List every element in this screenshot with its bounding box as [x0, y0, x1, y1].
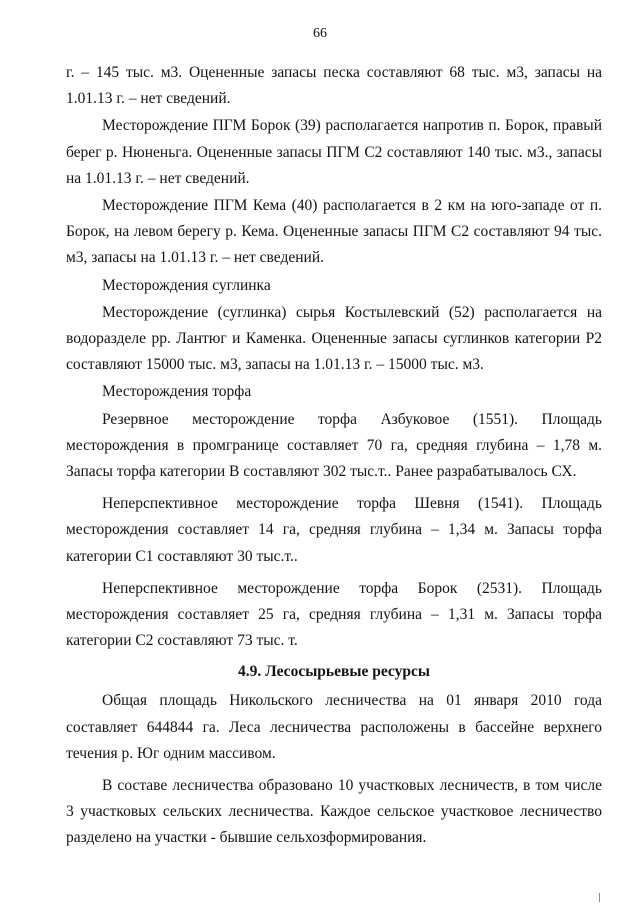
- paragraph-sand-reserves: г. – 145 тыс. м3. Оцененные запасы песка составляют 68 тыс. м3, запасы на 1.01.13 г. – нет сведений.: [66, 64, 602, 108]
- paragraph-forestry-structure: В составе лесничества образовано 10 участковых лесничеств, в том числе 3 участковых сельских лесничества. Каждое сельское участковое лесничество разделено на участки - бывшие сельхозформирования.: [66, 777, 602, 847]
- subheading-loam-deposits: Месторождения суглинка: [102, 276, 271, 294]
- paragraph-kema-deposit: Месторождение ПГМ Кема (40) располагается в 2 км на юго-западе от п. Борок, на левом берегу р. Кема. Оцененные запасы ПГМ С2 составляют 94 тыс. м3, запасы на 1.01.13 г. – нет сведений.: [66, 197, 602, 267]
- section-heading-forest-resources: 4.9. Лесосырьевые ресурсы: [238, 663, 430, 681]
- scan-edge-mark: [599, 893, 600, 902]
- paragraph-shevnya-peat: Неперспективное месторождение торфа Шевня (1541). Площадь месторождения составляет 14 га, средняя глубина – 1,34 м. Запасы торфа категории С1 составляют 30 тыс.т..: [66, 495, 602, 565]
- paragraph-kostylevsky-deposit: Месторождение (суглинка) сырья Костылевский (52) располагается на водоразделе рр. Лантюг и Каменка. Оцененные запасы суглинков категории Р2 составляют 15000 тыс. м3, запасы на 1.01.13 г. – 15000 тыс. м3.: [66, 303, 602, 374]
- paragraph-borok-deposit: Месторождение ПГМ Борок (39) располагается напротив п. Борок, правый берег р. Нюненьга. Оцененные запасы ПГМ С2 составляют 140 тыс. м3., запасы на 1.01.13 г. – нет сведений.: [66, 117, 602, 187]
- page-number: 66: [313, 26, 327, 41]
- paragraph-borok-peat: Неперспективное месторождение торфа Борок (2531). Площадь месторождения составляет 25 га, средняя глубина – 1,31 м. Запасы торфа категории С2 составляют 73 тыс. т.: [66, 579, 602, 650]
- paragraph-azbukovoe-peat: Резервное месторождение торфа Азбуковое (1551). Площадь месторождения в промгранице составляет 70 га, средняя глубина – 1,78 м. Запасы торфа категории В составляют 302 тыс.т.. Ранее разрабатывалось СХ.: [66, 410, 602, 481]
- subheading-peat-deposits: Месторождения торфа: [102, 383, 252, 401]
- document-body: [66, 60, 602, 853]
- paragraph-forestry-area: Общая площадь Никольского лесничества на 01 января 2010 года составляет 644844 га. Леса лесничества расположены в бассейне верхнего течения р. Юг одним массивом.: [66, 692, 602, 762]
